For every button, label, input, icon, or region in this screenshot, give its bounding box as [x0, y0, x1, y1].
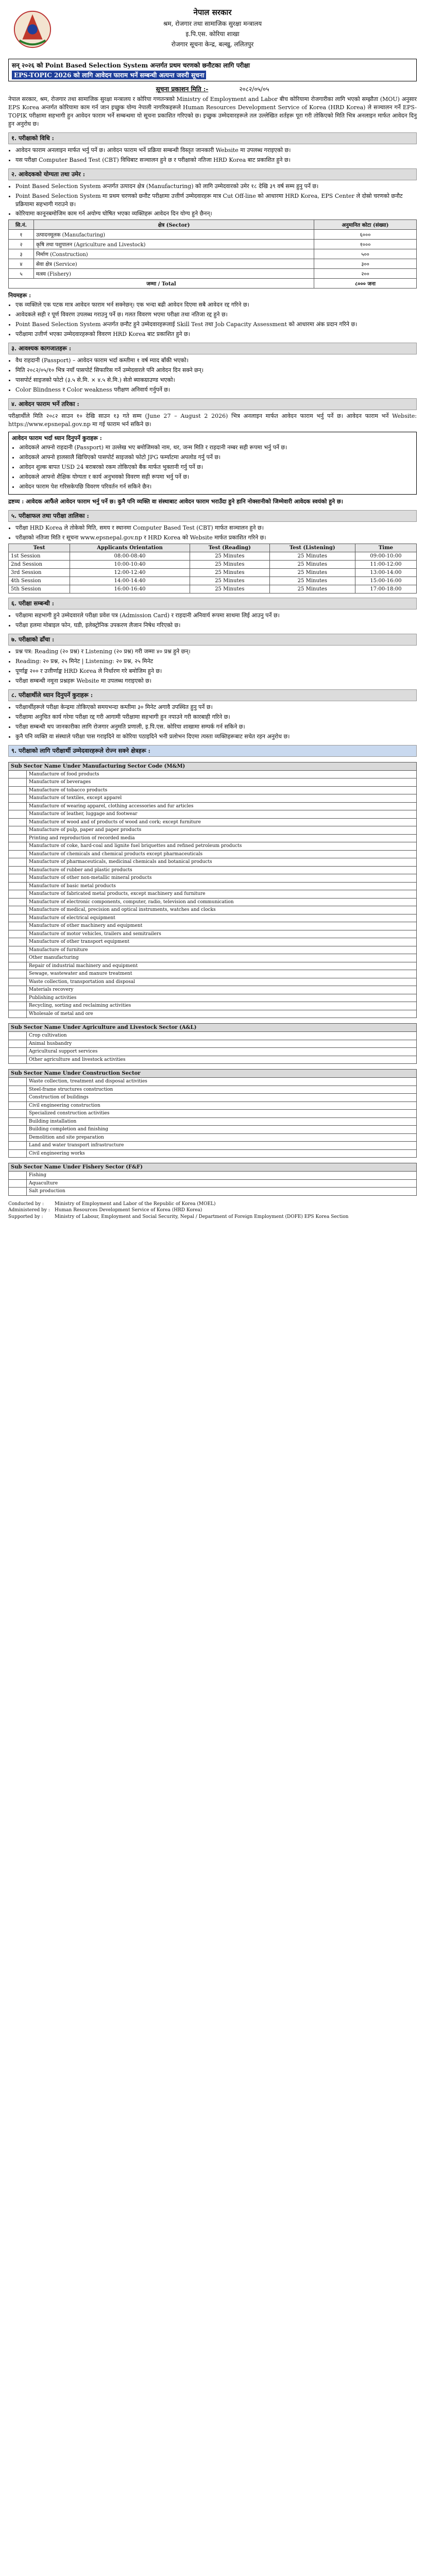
table-cell: उत्पादनमूलक (Manufacturing): [34, 230, 314, 240]
row-number: [9, 858, 27, 867]
notice-label: सूचना प्रकाशन मिति :-: [156, 86, 209, 93]
ministry-name: श्रम, रोजगार तथा सामाजिक सुरक्षा मन्त्रालय: [163, 20, 262, 27]
table-cell: Manufacture of chemicals and chemical products except pharmaceuticals: [27, 850, 417, 858]
table-row: [9, 1179, 417, 1188]
row-number: [9, 1126, 27, 1134]
table-cell: Manufacture of textiles, except apparel: [27, 794, 417, 803]
table-cell: 16:00-16:40: [70, 585, 190, 594]
table-row: [9, 818, 417, 826]
table-header: Sub Sector Name Under Manufacturing Sector Code (M&M): [9, 762, 417, 770]
table-cell: 09:00-10:00: [355, 552, 416, 561]
row-number: [9, 850, 27, 858]
table-row: [9, 269, 417, 279]
table-row: [9, 922, 417, 930]
section-5-list: [15, 524, 417, 542]
list-item: • पासपोर्ट साइजको फोटो (३.५ से.मि. × ४.५ से.मि.) सेतो ब्याकग्राउण्ड भएको।: [15, 376, 417, 384]
row-number: [9, 1110, 27, 1118]
table-cell: Building completion and finishing: [27, 1126, 417, 1134]
table-cell: Building installation: [27, 1117, 417, 1126]
table-header: Time: [355, 544, 416, 552]
table-row: [9, 259, 417, 269]
table-cell: 14:00-14:40: [70, 577, 190, 585]
row-number: [9, 802, 27, 810]
table-cell: Salt production: [27, 1188, 417, 1196]
table-cell: Agricultural support services: [27, 1048, 417, 1056]
table-cell: Manufacture of beverages: [27, 778, 417, 787]
table-total-row: [9, 279, 417, 289]
table-row: [9, 552, 417, 561]
section-4-title: ४. आवेदन फाराम भर्ने तरिका :: [8, 398, 417, 410]
section-8-list: [15, 703, 417, 741]
list-item: • आवेदकले आफ्नो राहदानी (Passport) मा उल्लेख भए बमोजिमको नाम, थर, जन्म मिति र राहदानी नम्बर सही रूपमा भर्नु पर्ने छ।: [19, 444, 413, 452]
table-cell: Manufacture of furniture: [27, 946, 417, 954]
table-row: [9, 802, 417, 810]
section-3-title: ३. आवश्यक कागजातहरू :: [8, 343, 417, 354]
table-row: [9, 842, 417, 851]
table-row: [9, 1149, 417, 1158]
row-number: [9, 946, 27, 954]
list-item: • कुनै पनि व्यक्ति वा संस्थाले परीक्षा पास गराइदिने वा कोरिया पठाइदिने भनी प्रलोभन दिएमा त्यस्ता व्यक्तिहरूबाट सचेत रहन अनुरोध छ।: [15, 733, 417, 741]
row-number: [9, 810, 27, 819]
list-item: • परीक्षा HRD Korea ले तोकेको मिति, समय र स्थानमा Computer Based Test (CBT) मार्फत सञ्चालन हुने छ।: [15, 524, 417, 532]
total-value: ८००० जना: [314, 279, 417, 289]
table-cell: Manufacture of medical, precision and optical instruments, watches and clocks: [27, 906, 417, 914]
list-item: • आवेदन शुल्क बापत USD 24 बराबरको रकम तोकिएको बैंक मार्फत भुक्तानी गर्नु पर्ने छ।: [19, 463, 413, 471]
list-item: • परीक्षाको नतिजा मिति र सूचना www.epsnepal.gov.np र HRD Korea को Website मार्फत प्रकाशित गरिने छ।: [15, 534, 417, 542]
table-cell: Manufacture of coke, hard-coal and lignite fuel briquettes and refined petroleum products: [27, 842, 417, 851]
list-item: • आवेदन फाराम पेश गरिसकेपछि विवरण परिवर्तन गर्न सकिने छैन।: [19, 483, 413, 491]
table-cell: Manufacture of electrical equipment: [27, 914, 417, 922]
list-item: • परीक्षामा उत्तीर्ण भएका उम्मेदवारहरूको विवरण HRD Korea बाट प्रकाशित हुने छ।: [15, 330, 417, 338]
table-row: [9, 890, 417, 899]
table-cell: Aquaculture: [27, 1179, 417, 1188]
list-item: • परीक्षार्थीहरूले परीक्षा केन्द्रमा तोकिएको समयभन्दा कम्तीमा ३० मिनेट अगावै उपस्थित हुनु पर्ने छ।: [15, 703, 417, 711]
list-item: • मिति २०८२/०५/१० भित्र नयाँ पासपोर्ट सिफारिस गर्ने उम्मेदवारले पनि आवेदन दिन सक्ने छन्।: [15, 366, 417, 375]
table-header: Sub Sector Name Under Fishery Sector (F&F): [9, 1163, 417, 1172]
table-cell: 3rd Session: [9, 569, 70, 577]
table-row: [9, 826, 417, 835]
table-row: [9, 1032, 417, 1040]
list-item: • परीक्षा सम्बन्धी नमूना प्रश्नहरू Website मा उपलब्ध गराइएको छ।: [15, 677, 417, 685]
table-row: [9, 978, 417, 986]
section-3-list: [15, 357, 417, 394]
table-row: [9, 994, 417, 1002]
row-number: [9, 770, 27, 778]
table-row: [9, 1126, 417, 1134]
section-2-title: २. आवेदकको योग्यता तथा उमेर :: [8, 168, 417, 180]
rules-list: [15, 301, 417, 338]
row-number: [9, 970, 27, 978]
table-cell: 25 Minutes: [269, 561, 355, 569]
footer-value: Ministry of Labour, Employment and Social Security, Nepal / Department of Foreign Employment (DOFE) EPS Korea Section: [55, 1214, 349, 1219]
table-cell: Manufacture of basic metal products: [27, 882, 417, 890]
table-row: [9, 1002, 417, 1010]
row-number: [9, 1172, 27, 1180]
row-number: [9, 874, 27, 883]
row-number: [9, 1040, 27, 1048]
table-row: [9, 1142, 417, 1150]
row-number: [9, 922, 27, 930]
table-cell: Recycling, sorting and reclaiming activities: [27, 1002, 417, 1010]
row-number: [9, 1010, 27, 1018]
table-cell: Manufacture of food products: [27, 770, 417, 778]
header: [8, 7, 417, 57]
table-header: Test (Reading): [190, 544, 269, 552]
section-7-title: ७. परीक्षाको ढाँचा :: [8, 634, 417, 646]
table-cell: Manufacture of tobacco products: [27, 786, 417, 794]
total-label: जम्मा / Total: [9, 279, 314, 289]
table-cell: 25 Minutes: [190, 569, 269, 577]
row-number: [9, 1188, 27, 1196]
row-number: [9, 1086, 27, 1094]
table-row: [9, 786, 417, 794]
row-number: [9, 906, 27, 914]
table-cell: Wholesale of metal and ore: [27, 1010, 417, 1018]
table-cell: Land and water transport infrastructure: [27, 1142, 417, 1150]
table-cell: ५: [9, 269, 34, 279]
table-row: [9, 240, 417, 249]
table-row: [9, 1056, 417, 1064]
table-row: [9, 1048, 417, 1056]
table-cell: Civil engineering works: [27, 1149, 417, 1158]
table-cell: मत्स्य (Fishery): [34, 269, 314, 279]
schedule-table: [8, 544, 417, 594]
table-cell: १: [9, 230, 34, 240]
row-number: [9, 1149, 27, 1158]
manufacturing-body: [9, 770, 417, 1018]
fishery-sector-table: [8, 1163, 417, 1196]
table-row: [9, 577, 417, 585]
row-number: [9, 1094, 27, 1102]
title-line-1: सन् २०२६ को Point Based Selection System अन्तर्गत प्रथम चरणको छनौटका लागि परीक्षा: [12, 62, 250, 69]
table-row: [9, 810, 417, 819]
table-cell: 25 Minutes: [190, 552, 269, 561]
table-cell: 25 Minutes: [190, 577, 269, 585]
row-number: [9, 1078, 27, 1086]
notice-date-row: [8, 84, 417, 93]
table-cell: Repair of industrial machinery and equipment: [27, 962, 417, 970]
table-cell: ३००: [314, 259, 417, 269]
row-number: [9, 1002, 27, 1010]
row-number: [9, 826, 27, 835]
footer: [8, 1201, 417, 1221]
table-row: [9, 930, 417, 938]
agriculture-body: [9, 1032, 417, 1064]
table-row: [9, 1078, 417, 1086]
row-number: [9, 1179, 27, 1188]
table-cell: Materials recovery: [27, 986, 417, 994]
row-number: [9, 914, 27, 922]
table-cell: १०००: [314, 240, 417, 249]
row-number: [9, 890, 27, 899]
table-cell: Manufacture of fabricated metal products, except machinery and furniture: [27, 890, 417, 899]
section-4-intro: परीक्षार्थीले मिति २०८२ साउन १० देखि साउन १३ गते सम्म (June 27 – August 2 2026) भित्र अनलाइन मार्फत आवेदन फाराम भर्नु पर्ने छ। आवेदन फाराम भर्ने Website: https://www.epsnepal.gov.np मा गई फाराम भर्न सकिने छ।: [8, 412, 417, 428]
table-header: Test: [9, 544, 70, 552]
table-header: अनुमानित कोटा (संख्या): [314, 220, 417, 230]
row-number: [9, 778, 27, 787]
table-cell: Construction of buildings: [27, 1094, 417, 1102]
row-number: [9, 1048, 27, 1056]
footer-value: Human Resources Development Service of Korea (HRD Korea): [55, 1208, 202, 1213]
manufacturing-sector-table: [8, 762, 417, 1019]
row-number: [9, 1142, 27, 1150]
table-row: [9, 858, 417, 867]
table-cell: Civil engineering construction: [27, 1101, 417, 1110]
office-address: रोजगार सूचना केन्द्र, बल्खु, ललितपुर: [171, 41, 254, 48]
table-row: [9, 1086, 417, 1094]
title-line-2: EPS-TOPIC 2026 को लागि आवेदन फाराम भर्ने सम्बन्धी अत्यन्त जरुरी सूचना: [12, 71, 206, 79]
table-cell: ६०००: [314, 230, 417, 240]
row-number: [9, 962, 27, 970]
list-item: • Point Based Selection System अन्तर्गत छनौट हुने उम्मेदवारहरूलाई Skill Test तथा Job Capacity Assessment को आधारमा अंक प्रदान गरिने छ।: [15, 320, 417, 329]
org-name: नेपाल सरकार: [193, 8, 232, 17]
row-number: [9, 994, 27, 1002]
table-cell: Publishing activities: [27, 994, 417, 1002]
table-row: [9, 1188, 417, 1196]
row-number: [9, 1032, 27, 1040]
row-number: [9, 1056, 27, 1064]
section-1-list: [15, 146, 417, 164]
intro-paragraph: नेपाल सरकार, श्रम, रोजगार तथा सामाजिक सुरक्षा मन्त्रालय र कोरिया गणतन्त्रको Ministry of Employment and Labor बीच कोरियामा रोजगारीका लागि भएको सम्झौता (MOU) अनुसार EPS Korea अन्तर्गत कोरियामा काम गर्न जान इच्छुक योग्य नेपाली नागरिकहरूले Human Resources Development Service of Korea (HRD Korea) ले सञ्चालन गर्ने EPS-TOPIK परीक्षामा सहभागी हुन आवेदन फाराम भर्ने सम्बन्धमा यो सूचना प्रकाशित गरिएको छ। इच्छुक उम्मेदवारहरूले तल उल्लेखित शर्तहरू पूरा गरी तोकिएको मिति भित्र अनलाइन मार्फत आवेदन दिनु हुन अनुरोध छ।: [8, 96, 417, 127]
table-cell: 25 Minutes: [269, 585, 355, 594]
table-row: [9, 850, 417, 858]
table-row: [9, 874, 417, 883]
fishery-body: [9, 1172, 417, 1196]
list-item: • यस परीक्षा Computer Based Test (CBT) विधिबाट सञ्चालन हुने छ र परीक्षाको नतिजा HRD Korea बाट प्रकाशित हुने छ।: [15, 156, 417, 164]
table-cell: 10:00-10:40: [70, 561, 190, 569]
table-cell: Manufacture of motor vehicles, trailers and semitrailers: [27, 930, 417, 938]
section-6-title: ६. परीक्षा सम्बन्धी :: [8, 598, 417, 609]
box-title: आवेदन फाराम भर्दा ध्यान दिनुपर्ने कुराहरू :: [12, 434, 102, 442]
section-1-title: १. परीक्षाको विधि :: [8, 132, 417, 144]
table-row: [9, 1110, 417, 1118]
notice-date: २०८२/०५/०५: [239, 86, 269, 93]
table-cell: २: [9, 240, 34, 249]
table-row: [9, 561, 417, 569]
row-number: [9, 1101, 27, 1110]
nepal-emblem-icon: [12, 9, 53, 49]
notice-page: [8, 0, 417, 1220]
table-cell: Other manufacturing: [27, 954, 417, 962]
table-cell: 2nd Session: [9, 561, 70, 569]
table-cell: कृषि तथा पशुपालन (Agriculture and Livestock): [34, 240, 314, 249]
section-6-list: [15, 612, 417, 630]
row-number: [9, 986, 27, 994]
table-cell: Manufacture of leather, luggage and footwear: [27, 810, 417, 819]
table-row: [9, 778, 417, 787]
table-header: Sub Sector Name Under Construction Sector: [9, 1070, 417, 1078]
list-item: • एक व्यक्तिले एक पटक मात्र आवेदन फाराम भर्न सक्नेछन्। एक भन्दा बढी आवेदन दिएमा सबै आवेदन रद्द गरिने छ।: [15, 301, 417, 309]
table-row: [9, 569, 417, 577]
table-header: Sub Sector Name Under Agriculture and Livestock Sector (A&L): [9, 1024, 417, 1032]
table-header: Test (Listening): [269, 544, 355, 552]
table-cell: 15:00-16:00: [355, 577, 416, 585]
row-number: [9, 938, 27, 946]
table-row: [9, 770, 417, 778]
section-7-list: [15, 648, 417, 685]
table-row: [9, 230, 417, 240]
table-cell: Waste collection, transportation and disposal: [27, 978, 417, 986]
table-cell: 25 Minutes: [190, 585, 269, 594]
table-cell: Printing and reproduction of recorded media: [27, 834, 417, 842]
quota-table: [8, 219, 417, 289]
table-cell: निर्माण (Construction): [34, 249, 314, 259]
row-number: [9, 786, 27, 794]
list-item: • प्रश्न पत्र: Reading (२० प्रश्न) र Listening (२० प्रश्न) गरी जम्मा ४० प्रश्न हुने छन्।: [15, 648, 417, 656]
table-cell: Demolition and site preparation: [27, 1133, 417, 1142]
table-row: [9, 898, 417, 906]
table-cell: Waste collection, treatment and disposal activities: [27, 1078, 417, 1086]
list-item: • पूर्णाङ्क २०० र उत्तीर्णाङ्क HRD Korea ले निर्धारण गरे बमोजिम हुने छ।: [15, 667, 417, 675]
table-cell: Steel-frame structures construction: [27, 1086, 417, 1094]
row-number: [9, 834, 27, 842]
table-cell: Sewage, wastewater and manure treatment: [27, 970, 417, 978]
table-cell: 13:00-14:00: [355, 569, 416, 577]
table-cell: Crop cultivation: [27, 1032, 417, 1040]
table-row: [9, 914, 417, 922]
table-cell: सेवा क्षेत्र (Service): [34, 259, 314, 269]
row-number: [9, 930, 27, 938]
schedule-body: [9, 552, 417, 594]
list-item: • आवेदकले सही र पूर्ण विवरण उपलब्ध गराउनु पर्ने छ। गलत विवरण भएमा परीक्षा तथा नतिजा रद्द हुने छ।: [15, 311, 417, 319]
row-number: [9, 866, 27, 874]
list-item: • Reading: २० प्रश्न, २५ मिनेट | Listening: २० प्रश्न, २५ मिनेट: [15, 657, 417, 666]
table-cell: 25 Minutes: [269, 552, 355, 561]
table-row: [9, 794, 417, 803]
list-item: • आवेदन फाराम अनलाइन मार्फत भर्नु पर्ने छ। आवेदन फाराम भर्ने प्रक्रिया सम्बन्धी विस्तृत जानकारी Website मा उपलब्ध गराइएको छ।: [15, 146, 417, 155]
list-item: • वैध राहदानी (Passport) – आवेदन फाराम भर्दा कम्तीमा १ वर्ष म्याद बाँकी भएको।: [15, 357, 417, 365]
row-number: [9, 978, 27, 986]
agriculture-sector-table: [8, 1023, 417, 1064]
table-row: [9, 1040, 417, 1048]
table-cell: 25 Minutes: [190, 561, 269, 569]
table-row: [9, 1172, 417, 1180]
construction-body: [9, 1078, 417, 1158]
section-4-note: द्रष्टव्य : आवेदक आफैंले आवेदन फाराम भर्नु पर्ने छ। कुनै पनि व्यक्ति वा संस्थाबाट आवेदन फाराम भराउँदा हुने हानि नोक्सानीको जिम्मेवारी आवेदक स्वयंको हुने छ।: [8, 498, 343, 505]
section-2-list: [15, 182, 417, 218]
table-row: [9, 1010, 417, 1018]
footer-label: Administered by :: [8, 1208, 50, 1213]
list-item: • परीक्षामा सहभागी हुने उम्मेदवारले परीक्षा प्रवेश पत्र (Admission Card) र राहदानी अनिवार्य रूपमा साथमा लिई आउनु पर्ने छ।: [15, 612, 417, 620]
table-cell: Manufacture of rubber and plastic products: [27, 866, 417, 874]
table-cell: Manufacture of pharmaceuticals, medicinal chemicals and botanical products: [27, 858, 417, 867]
table-cell: 08:00-08:40: [70, 552, 190, 561]
table-row: [9, 866, 417, 874]
row-number: [9, 954, 27, 962]
table-row: [9, 986, 417, 994]
table-cell: Manufacture of pulp, paper and paper products: [27, 826, 417, 835]
list-item: • कोरियामा कानूनबमोजिम काम गर्न अयोग्य घोषित भएका व्यक्तिहरू आवेदन दिन योग्य हुने छैनन्।: [15, 210, 417, 218]
row-number: [9, 1117, 27, 1126]
table-row: [9, 946, 417, 954]
table-row: [9, 834, 417, 842]
table-cell: 11:00-12:00: [355, 561, 416, 569]
table-row: [9, 249, 417, 259]
table-row: [9, 954, 417, 962]
table-cell: Manufacture of wearing apparel, clothing accessories and fur articles: [27, 802, 417, 810]
table-cell: 5th Session: [9, 585, 70, 594]
table-cell: Manufacture of other transport equipment: [27, 938, 417, 946]
section-9-title: ९. परीक्षाको लागि परीक्षार्थी उम्मेदवारहरूले रोज्न सक्ने क्षेत्रहरू :: [8, 745, 417, 757]
footer-label: Conducted by :: [8, 1201, 44, 1207]
table-cell: Fishing: [27, 1172, 417, 1180]
table-row: [9, 906, 417, 914]
table-row: [9, 1101, 417, 1110]
row-number: [9, 818, 27, 826]
notice-title: [8, 59, 417, 81]
table-cell: ३: [9, 249, 34, 259]
table-row: [9, 938, 417, 946]
application-tips-box: [8, 432, 417, 495]
list-item: • आवेदकले आफ्नो शैक्षिक योग्यता र कार्य अनुभवको विवरण सही रूपमा भर्नु पर्ने छ।: [19, 473, 413, 481]
list-item: • परीक्षा हलमा मोबाइल फोन, घडी, इलेक्ट्रोनिक उपकरण लैजान निषेध गरिएको छ।: [15, 621, 417, 630]
row-number: [9, 842, 27, 851]
section-4-list: [19, 444, 413, 491]
table-row: [9, 585, 417, 594]
table-cell: ५००: [314, 249, 417, 259]
table-row: [9, 1133, 417, 1142]
table-cell: 17:00-18:00: [355, 585, 416, 594]
rules-title: नियमहरू :: [8, 292, 31, 299]
list-item: • Color Blindness र Color weakness परीक्षण अनिवार्य गर्नुपर्ने छ।: [15, 386, 417, 394]
row-number: [9, 794, 27, 803]
table-cell: Specialized construction activities: [27, 1110, 417, 1118]
construction-sector-table: [8, 1069, 417, 1158]
list-item: • परीक्षा सम्बन्धी थप जानकारीका लागि रोजगार अनुमति प्रणाली, इ.पि.एस. कोरिया शाखामा सम्पर्क गर्न सकिने छ।: [15, 723, 417, 731]
table-row: [9, 962, 417, 970]
table-cell: Manufacture of electronic components, computer, radio, television and communication: [27, 898, 417, 906]
table-cell: Other agriculture and livestock activities: [27, 1056, 417, 1064]
list-item: • Point Based Selection System अन्तर्गत उत्पादन क्षेत्र (Manufacturing) को लागि उम्मेदवारको उमेर १८ देखि ३९ वर्ष सम्म हुनु पर्ने छ।: [15, 182, 417, 191]
table-cell: Manufacture of other machinery and equipment: [27, 922, 417, 930]
table-cell: ४: [9, 259, 34, 269]
table-cell: Animal husbandry: [27, 1040, 417, 1048]
table-header: क्षेत्र (Sector): [34, 220, 314, 230]
table-cell: 25 Minutes: [269, 569, 355, 577]
section-8-title: ८. परीक्षार्थीले ध्यान दिनुपर्ने कुराहरू :: [8, 689, 417, 701]
table-cell: 1st Session: [9, 552, 70, 561]
table-cell: 12:00-12:40: [70, 569, 190, 577]
table-cell: २००: [314, 269, 417, 279]
footer-value: Ministry of Employment and Labor of the Republic of Korea (MOEL): [55, 1201, 216, 1207]
list-item: • आवेदकले आफ्नो हालसालै खिचिएको पासपोर्ट साइजको फोटो JPG फर्म्याटमा अपलोड गर्नु पर्ने छ।: [19, 453, 413, 462]
table-cell: 25 Minutes: [269, 577, 355, 585]
table-cell: Manufacture of other non-metallic mineral products: [27, 874, 417, 883]
table-header: Applicants Orientation: [70, 544, 190, 552]
office-name: इ.पि.एस. कोरिया शाखा: [185, 30, 240, 38]
list-item: • Point Based Selection System मा प्रथम चरणको छनौट परीक्षामा उत्तीर्ण उम्मेदवारहरू मात्र Cut Off-line को आधारमा HRD Korea, EPS Center ले दोस्रो चरणको छनौट प्रक्रियामा सहभागी गराउने छ।: [15, 192, 417, 209]
table-header: सि.नं.: [9, 220, 34, 230]
list-item: • परीक्षामा अनुचित कार्य गरेमा परीक्षा रद्द गरी आगामी परीक्षामा सहभागी हुन नपाउने गरी कारबाही गरिने छ।: [15, 713, 417, 721]
row-number: [9, 1133, 27, 1142]
table-cell: Manufacture of wood and of products of wood and cork; except furniture: [27, 818, 417, 826]
table-row: [9, 970, 417, 978]
section-5-title: ५. परीक्षाफल तथा परीक्षा तालिका :: [8, 510, 417, 522]
row-number: [9, 898, 27, 906]
footer-label: Supported by :: [8, 1214, 43, 1219]
table-row: [9, 1117, 417, 1126]
row-number: [9, 882, 27, 890]
table-row: [9, 1094, 417, 1102]
table-row: [9, 882, 417, 890]
table-cell: 4th Session: [9, 577, 70, 585]
